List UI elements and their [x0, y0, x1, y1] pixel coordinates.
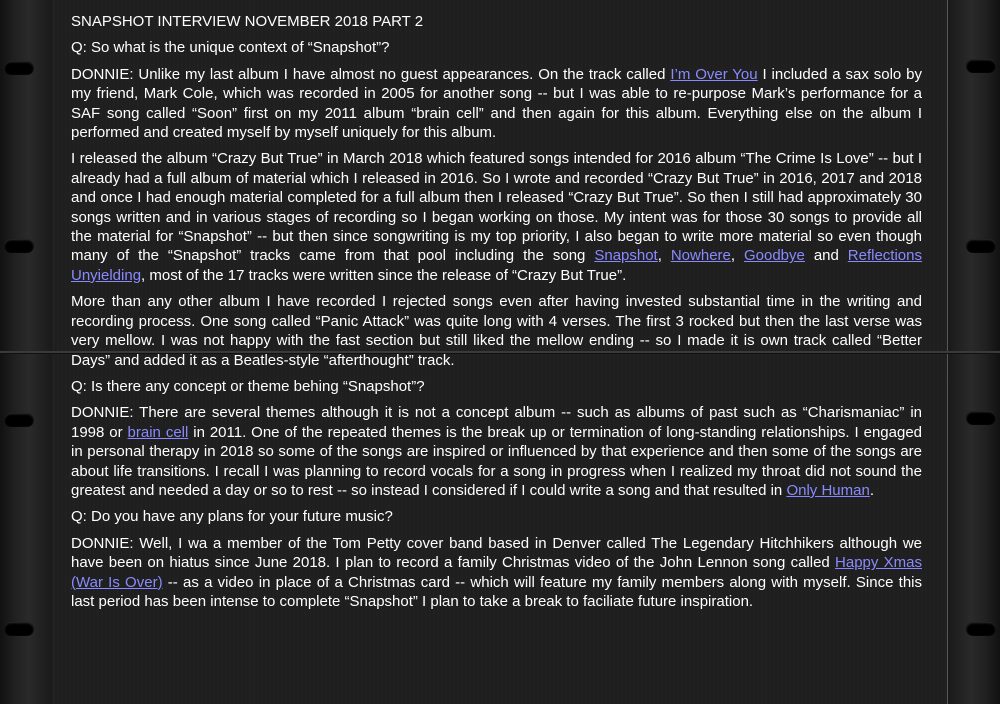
answer-1: DONNIE: Unlike my last album I have almost no guest appearances. On the track called I’m Over You I included a sax solo by my friend, Mark Cole, which was recorded in 2005 for another song -- but I was able to re-purpose Mark’s performance for a SAF song called “Soon” first on my 2011 album “brain cell” and then again for this album. Everything else on the album I performed and created myself by myself uniquely for this album. — [71, 65, 922, 142]
interview-text — [71, 12, 922, 618]
rail-hole — [4, 239, 34, 253]
question-1: Q: So what is the unique context of “Snapshot”? — [71, 39, 390, 57]
link-brain-cell[interactable]: brain cell — [127, 423, 189, 441]
link-goodbye[interactable]: Goodbye — [743, 247, 805, 265]
rail-hole — [966, 411, 996, 425]
answer-2: DONNIE: There are several themes although it is not a concept album -- such as albums of past such as “Charismaniac” in 1998 or brain cell in 2011. One of the repeated themes is the break up or termination of long-standing relationships. I engaged in personal therapy in 2018 so some of the songs are inspired or influenced by that experience and then some of the songs are about life transitions. I recall I was planning to record vocals for a song in progress when I realized my throat did not sound the greatest and needed a day or so to rest -- so instead I considered if I could write a song and that resulted in Only Human. — [71, 404, 922, 499]
link-im-over-you[interactable]: I’m Over You — [670, 65, 758, 83]
question-3: Q: Do you have any plans for your future music? — [71, 508, 393, 526]
rail-hole — [966, 59, 996, 73]
link-only-human[interactable]: Only Human — [786, 481, 870, 499]
document-title: SNAPSHOT INTERVIEW NOVEMBER 2018 PART 2 — [71, 13, 424, 30]
answer-1-paragraph-3: More than any other album I have recorded I rejected songs even after having invested substantial time in the writing and recording process. One song called “Panic Attack” was quite long with 4 verses. The first 3 rocked but then the last verse was very mellow. I was not happy with the fast section but still liked the mellow ending -- so I made it is own track called “Better Days” and added it as a Beatles-style “afterthought” track. — [71, 293, 922, 369]
rail-hole — [4, 622, 34, 636]
link-happy-xmas[interactable]: Happy Xmas (War Is Over) — [71, 554, 922, 591]
answer-3: DONNIE: Well, I wa a member of the Tom Petty cover band based in Denver called The Legendary Hitchhikers although we have been on hiatus since June 2018. I plan to record a family Christmas video of the John Lennon song called Happy Xmas (War Is Over) -- as a video in place of a Christmas card -- which will feature my family members along with myself. Since this last period has been intense to complete “Snapshot” I plan to take a break to faciliate future inspiration. — [71, 534, 922, 610]
rail-hole — [966, 239, 996, 253]
link-nowhere[interactable]: Nowhere — [670, 247, 731, 265]
question-2: Q: Is there any concept or theme behing “Snapshot”? — [71, 377, 425, 395]
rail-hole — [4, 413, 34, 427]
answer-1-paragraph-2: I released the album “Crazy But True” in March 2018 which featured songs intended for 2016 album “The Crime Is Love” -- but I already had a full album of material which I released in 2016. So I wrote and recorded “Crazy But True” in 2016, 2017 and 2018 and once I had enough material completed for a full album then I released “Crazy But True”. So then I still had approximately 30 songs written and in various stages of recording so I began working on those. My intent was for those 30 songs to provide all the material for “Snapshot” -- but then since songwriting is my top priority, I also began to write more material so even though many of the “Snapshot” tracks came from that pool including the song Snapshot, Nowhere, Goodbye and Reflections Unyielding, most of the 17 tracks were written since the release of “Crazy But True”. — [71, 150, 922, 284]
link-snapshot[interactable]: Snapshot — [594, 247, 658, 265]
link-reflections-unyielding[interactable]: Reflections Unyielding — [71, 247, 922, 284]
rail-hole — [4, 61, 34, 75]
rail-hole — [966, 622, 996, 636]
